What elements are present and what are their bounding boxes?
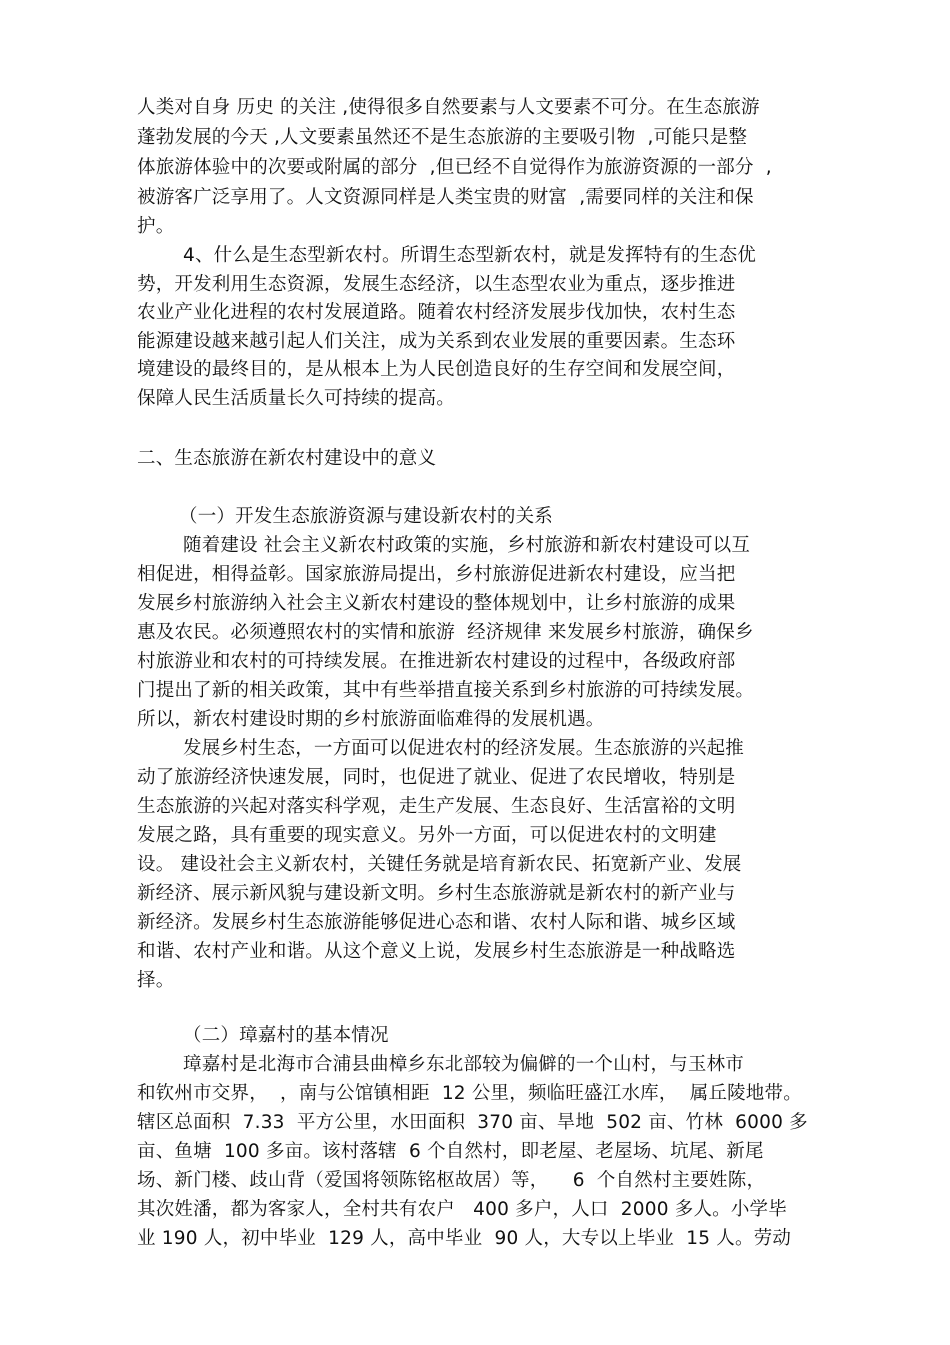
text-line: 新经济。发展乡村生态旅游能够促进心态和谐、农村人际和谐、城乡区域 <box>137 912 736 933</box>
text-line: 体旅游体验中的次要或附属的部分 ,但已经不自觉得作为旅游资源的一部分 , <box>137 157 772 178</box>
text-line: 蓬勃发展的今天 ,人文要素虽然还不是生态旅游的主要吸引物 ,可能只是整 <box>137 127 748 148</box>
text-line: 惠及农民。必须遵照农村的实情和旅游 经济规律 来发展乡村旅游，确保乡 <box>137 622 754 643</box>
text-line: 能源建设越来越引起人们关注，成为关系到农业发展的重要因素。生态环 <box>137 331 736 352</box>
text-line: 亩、鱼塘 100 多亩。该村落辖 6 个自然村，即老屋、老屋场、坑尾、新尾 <box>137 1141 764 1162</box>
text-line: 农业产业化进程的农村发展道路。随着农村经济发展步伐加快，农村生态 <box>137 302 736 323</box>
text-line: 相促进，相得益彰。国家旅游局提出，乡村旅游促进新农村建设，应当把 <box>137 564 736 585</box>
text-line: 护。 <box>137 216 175 237</box>
text-line: 发展乡村旅游纳入社会主义新农村建设的整体规划中，让乡村旅游的成果 <box>137 593 736 614</box>
text-line: 辖区总面积 7.33 平方公里，水田面积 370 亩、旱地 502 亩、竹林 6000 多 <box>137 1112 808 1133</box>
text-line: 璋嘉村是北海市合浦县曲樟乡东北部较为偏僻的一个山村，与玉林市 <box>183 1054 745 1075</box>
text-line: 新经济、展示新风貌与建设新文明。乡村生态旅游就是新农村的新产业与 <box>137 883 736 904</box>
text-line: 势，开发利用生态资源，发展生态经济，以生态型农业为重点，逐步推进 <box>137 274 736 295</box>
text-line: 被游客广泛享用了。人文资源同样是人类宝贵的财富 ,需要同样的关注和保 <box>137 187 754 208</box>
subsection-heading: （一）开发生态旅游资源与建设新农村的关系 <box>179 506 554 527</box>
section-heading: 二、生态旅游在新农村建设中的意义 <box>137 448 437 469</box>
text-line: 保障人民生活质量长久可持续的提高。 <box>137 388 455 409</box>
text-line: 设。 建设社会主义新农村，关键任务就是培育新农民、拓宽新产业、发展 <box>137 854 742 875</box>
subsection-heading: （二）璋嘉村的基本情况 <box>183 1025 389 1046</box>
text-line: 和钦州市交界， ，南与公馆镇相距 12 公里，频临旺盛江水库， 属丘陵地带。 <box>137 1083 802 1104</box>
text-line: 4、什么是生态型新农村。所谓生态型新农村，就是发挥特有的生态优 <box>183 245 756 266</box>
text-line: 业 190 人，初中毕业 129 人，高中毕业 90 人，大专以上毕业 15 人。劳动 <box>137 1228 792 1249</box>
text-line: 所以，新农村建设时期的乡村旅游面临难得的发展机遇。 <box>137 709 605 730</box>
text-line: 村旅游业和农村的可持续发展。在推进新农村建设的过程中，各级政府部 <box>137 651 736 672</box>
text-line: 其次姓潘，都为客家人，全村共有农户 400 多户，人口 2000 多人。小学毕 <box>137 1199 787 1220</box>
text-line: 动了旅游经济快速发展，同时，也促进了就业、促进了农民增收，特别是 <box>137 767 736 788</box>
text-line: 人类对自身 历史 的关注 ,使得很多自然要素与人文要素不可分。在生态旅游 <box>137 97 760 118</box>
text-line: 发展之路，具有重要的现实意义。另外一方面，可以促进农村的文明建 <box>137 825 717 846</box>
text-line: 随着建设 社会主义新农村政策的实施，乡村旅游和新农村建设可以互 <box>183 535 751 556</box>
text-line: 门提出了新的相关政策，其中有些举措直接关系到乡村旅游的可持续发展。 <box>137 680 755 701</box>
text-line: 境建设的最终目的，是从根本上为人民创造良好的生存空间和发展空间， <box>137 359 736 380</box>
text-line: 和谐、农村产业和谐。从这个意义上说，发展乡村生态旅游是一种战略选 <box>137 941 736 962</box>
text-line: 场、新门楼、歧山背（爱国将领陈铭枢故居）等， 6 个自然村主要姓陈， <box>137 1170 766 1191</box>
text-line: 择。 <box>137 970 175 991</box>
text-line: 发展乡村生态，一方面可以促进农村的经济发展。生态旅游的兴起推 <box>183 738 745 759</box>
text-line: 生态旅游的兴起对落实科学观，走生产发展、生态良好、生活富裕的文明 <box>137 796 736 817</box>
